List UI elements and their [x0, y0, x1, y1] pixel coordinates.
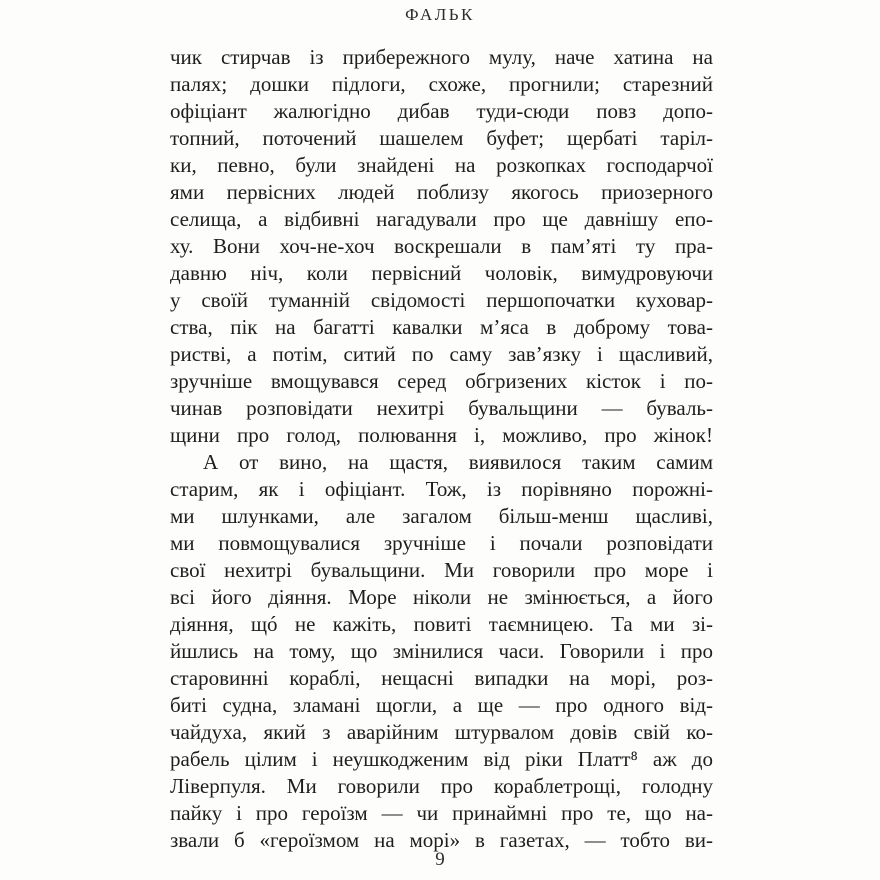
text-line: старим, як і офіціант. Тож, із порівняно порожні-	[170, 477, 713, 501]
text-line: щини про голод, полювання і, можливо, про жінок!	[170, 423, 713, 447]
text-line: чик стирчав із прибережного мулу, наче хатина на	[170, 45, 713, 69]
text-line: зручніше вмощувався серед обгризених кісток і по-	[170, 369, 713, 393]
text-line: чинав розповідати нехитрі бувальщини — буваль-	[170, 396, 713, 420]
text-line: ми повмощувалися зручніше і почали розповідати	[170, 531, 713, 555]
text-line: палях; дошки підлоги, схоже, прогнили; старезний	[170, 72, 713, 96]
page-number: 9	[435, 849, 445, 870]
text-block	[170, 44, 713, 854]
text-line: у своїй туманній свідомості першопочатки куховар-	[170, 288, 713, 312]
text-line: чайдуха, який з аварійним штурвалом довів свій ко-	[170, 720, 713, 744]
text-line: рабель цілим і неушкодженим від ріки Платт⁸ аж до	[170, 747, 713, 771]
paragraph	[170, 44, 713, 449]
text-line: биті судна, зламані щогли, а ще — про одного від-	[170, 693, 713, 717]
text-line: свої нехитрі бувальщини. Ми говорили про море і	[170, 558, 713, 582]
text-line: селища, а відбивні нагадували про ще давнішу епо-	[170, 207, 713, 231]
text-line: офіціант жалюгідно дибав туди-сюди повз допо-	[170, 99, 713, 123]
text-line: Ліверпуля. Ми говорили про кораблетрощі, голодну	[170, 774, 713, 798]
text-line: діяння, щó не кажіть, повиті таємницею. Та ми зі-	[170, 612, 713, 636]
text-line: ства, пік на багатті кавалки м’яса в доброму това-	[170, 315, 713, 339]
text-line: ми шлунками, але загалом більш-менш щасливі,	[170, 504, 713, 528]
text-line: давню ніч, коли первісний чоловік, вимудровуючи	[170, 261, 713, 285]
running-header: ФАЛЬК	[405, 5, 475, 24]
text-line: звали б «героїзмом на морі» в газетах, — тобто ви-	[170, 828, 713, 852]
text-line: пайку і про героїзм — чи принаймні про те, що на-	[170, 801, 713, 825]
text-line: А от вино, на щастя, виявилося таким самим	[203, 450, 713, 474]
text-line: ки, певно, були знайдені на розкопках господарчої	[170, 153, 713, 177]
paragraph	[170, 449, 713, 854]
text-line: старовинні кораблі, нещасні випадки на морі, роз-	[170, 666, 713, 690]
text-line: ями первісних людей поблизу якогось приозерного	[170, 180, 713, 204]
text-line: ху. Вони хоч-не-хоч воскрешали в пам’яті ту пра-	[170, 234, 713, 258]
text-line: топний, поточений шашелем буфет; щербаті таріл-	[170, 126, 713, 150]
text-line: йшлись на тому, що змінилися часи. Говорили і про	[170, 639, 713, 663]
text-line: всі його діяння. Море ніколи не змінюється, а його	[170, 585, 713, 609]
text-line: ристві, а потім, ситий по саму зав’язку і щасливий,	[170, 342, 713, 366]
